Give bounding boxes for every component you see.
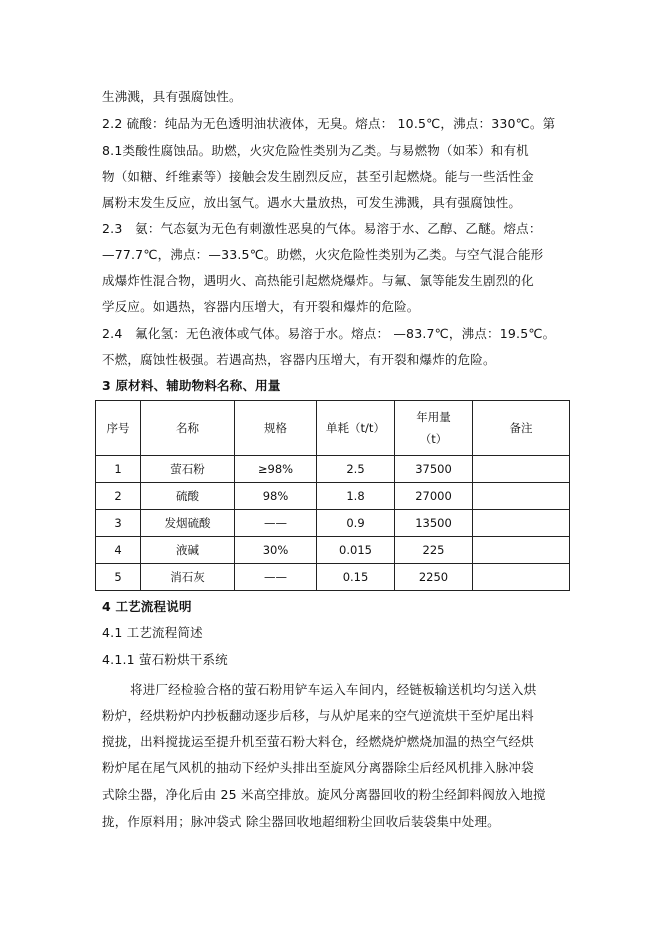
line-top-1: 2.2 硫酸：纯品为无色透明油状液体，无臭。熔点： 10.5℃，沸点：330℃。第 [102, 116, 556, 131]
cell-index: 1 [96, 456, 141, 483]
cell-index: 3 [96, 510, 141, 537]
cell-remarks [473, 564, 570, 591]
materials-table [95, 400, 570, 591]
cell-spec: —— [235, 510, 317, 537]
table-row [96, 564, 570, 591]
cell-name: 液碱 [141, 537, 235, 564]
line-bottom-2: 搅拢，出料搅拢运至提升机至萤石粉大料仓，经燃烧炉燃烧加温的热空气经烘 [102, 734, 534, 749]
line-top-4: 属粉末发生反应，放出氢气。遇水大量放热，可发生沸溅，具有强腐蚀性。 [102, 195, 522, 210]
line-bottom-5: 拢，作原料用；脉冲袋式 除尘器回收地超细粉尘回收后装袋集中处理。 [102, 814, 500, 829]
line-bottom-0: 将进厂经检验合格的萤石粉用铲车运入车间内，经链板输送机均匀送入烘 [130, 682, 537, 697]
cell-annual-usage: 37500 [395, 456, 473, 483]
cell-name: 发烟硫酸 [141, 510, 235, 537]
cell-annual-usage: 27000 [395, 483, 473, 510]
cell-annual-usage: 13500 [395, 510, 473, 537]
cell-name: 消石灰 [141, 564, 235, 591]
cell-unit-consumption: 0.9 [317, 510, 395, 537]
cell-spec: —— [235, 564, 317, 591]
section3-title: 3 原材料、辅助物料名称、用量 [102, 378, 281, 393]
cell-unit-consumption: 1.8 [317, 483, 395, 510]
header-remarks: 备注 [473, 401, 570, 456]
header-spec: 规格 [235, 401, 317, 456]
cell-spec: 98% [235, 483, 317, 510]
cell-index: 5 [96, 564, 141, 591]
line-bottom-4: 式除尘器，净化后由 25 米高空排放。旋风分离器回收的粉尘经卸料阀放入地搅 [102, 787, 546, 802]
line-top-0: 生沸溅，具有强腐蚀性。 [102, 89, 242, 104]
cell-remarks [473, 510, 570, 537]
cell-unit-consumption: 2.5 [317, 456, 395, 483]
header-index: 序号 [96, 401, 141, 456]
header-unit-consumption: 单耗（t/t） [317, 401, 395, 456]
line-top-6: —77.7℃，沸点：—33.5℃。助燃，火灾危险性类别为乙类。与空气混合能形 [102, 247, 544, 262]
line-top-7: 成爆炸性混合物，遇明火、高热能引起燃烧爆炸。与氟、氯等能发生剧烈的化 [102, 273, 534, 288]
cell-annual-usage: 225 [395, 537, 473, 564]
header-annual-usage: 年用量（t） [395, 401, 473, 456]
section411-title: 4.1.1 萤石粉烘干系统 [102, 652, 228, 667]
line-top-9: 2.4 氟化氢：无色液体或气体。易溶于水。熔点： —83.7℃，沸点：19.5℃。 [102, 326, 556, 341]
cell-name: 硫酸 [141, 483, 235, 510]
line-bottom-3: 粉炉尾在尾气风机的抽动下经炉头排出至旋风分离器除尘后经风机排入脉冲袋 [102, 760, 534, 775]
cell-name: 萤石粉 [141, 456, 235, 483]
cell-spec: 30% [235, 537, 317, 564]
table-row [96, 456, 570, 483]
cell-unit-consumption: 0.15 [317, 564, 395, 591]
table-header-row [96, 401, 570, 456]
cell-index: 4 [96, 537, 141, 564]
cell-remarks [473, 537, 570, 564]
line-top-10: 不燃，腐蚀性极强。若遇高热，容器内压增大，有开裂和爆炸的危险。 [102, 352, 496, 367]
cell-spec: ≥98% [235, 456, 317, 483]
cell-unit-consumption: 0.015 [317, 537, 395, 564]
cell-remarks [473, 483, 570, 510]
cell-index: 2 [96, 483, 141, 510]
table-row [96, 483, 570, 510]
table-row [96, 510, 570, 537]
line-top-8: 学反应。如遇热，容器内压增大，有开裂和爆炸的危险。 [102, 299, 420, 314]
cell-annual-usage: 2250 [395, 564, 473, 591]
section41-title: 4.1 工艺流程简述 [102, 625, 203, 640]
table-row [96, 537, 570, 564]
line-top-2: 8.1类酸性腐蚀品。助燃，火灾危险性类别为乙类。与易燃物（如苯）和有机 [102, 143, 529, 158]
section4-title: 4 工艺流程说明 [102, 599, 192, 614]
header-name: 名称 [141, 401, 235, 456]
line-bottom-1: 粉炉，经烘粉炉内抄板翻动逐步后移，与从炉尾来的空气逆流烘干至炉尾出料 [102, 708, 534, 723]
line-top-5: 2.3 氨：气态氨为无色有刺激性恶臭的气体。易溶于水、乙醇、乙醚。熔点： [102, 221, 542, 236]
line-top-3: 物（如糖、纤维素等）接触会发生剧烈反应，甚至引起燃烧。能与一些活性金 [102, 169, 534, 184]
cell-remarks [473, 456, 570, 483]
